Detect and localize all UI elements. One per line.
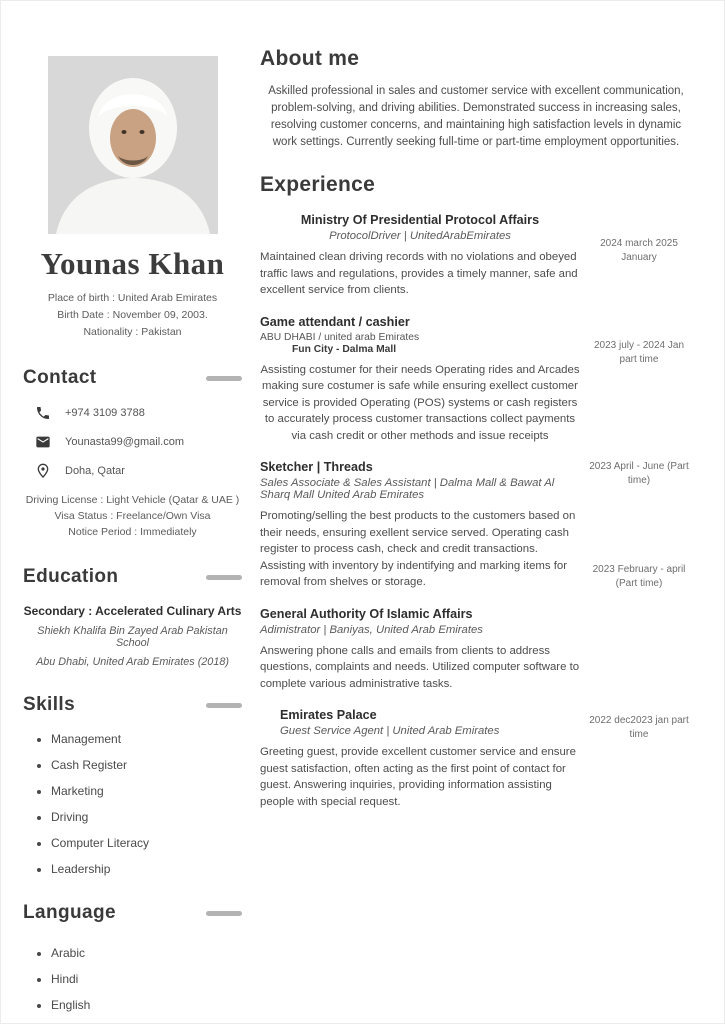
birth-date: Birth Date : November 09, 2003.: [57, 309, 208, 321]
notice-period: Notice Period : Immediately: [68, 526, 197, 538]
job-description: Promoting/selling the best products to the customers based on their needs, ensuring exellent service served. Operating cash register to process cash, check and credit transactions. Assisting with inventory by indentifying and marking items for removal from shelves or storage.: [260, 510, 576, 588]
job-description: Assisting costumer for their needs Operating rides and Arcades making sure costumer is safe while ensuring exellect customer service is provided Operating (POS) systems or cash registers to accurately process customer transactions collect payments via cash credit or other methods and issue receipts: [260, 363, 580, 442]
job-date: 2023 April - June (Part time): [589, 461, 689, 486]
language-list: [23, 946, 242, 1012]
phone-icon: [35, 405, 51, 421]
job-details: [260, 213, 580, 299]
job-role: Sales Associate & Sales Assistant | Dalma Mall & Bawat Al Sharq Mall United Arab Emirates: [260, 477, 555, 501]
job-description: Greeting guest, provide excellent customer service and ensure guest satisfaction, often acting as the first point of contact for guest. Answering inquiries, providing information assisting people with special request.: [260, 746, 576, 808]
skill-item: • Driving: [51, 810, 242, 824]
language-item: • Hindi: [51, 972, 242, 986]
candidate-name: Younas Khan: [40, 246, 225, 281]
job-title: Ministry Of Presidential Protocol Affairs: [300, 213, 540, 227]
job-role: Guest Service Agent | United Arab Emirates: [280, 725, 500, 737]
skill-item: • Leadership: [51, 862, 242, 876]
contact-location-row: [35, 463, 242, 479]
place-of-birth: Place of birth : United Arab Emirates: [47, 292, 218, 304]
visa-status: Visa Status : Freelance/Own Visa: [54, 510, 211, 522]
job-date: 2022 dec2023 jan part time: [589, 715, 689, 740]
education-location-year: Abu Dhabi, United Arab Emirates (2018): [36, 656, 229, 668]
section-accent-bar: [206, 911, 242, 916]
job-date-column: [580, 460, 692, 591]
about-me-heading: About me: [260, 47, 360, 70]
location-pin-icon: [35, 463, 51, 479]
contact-section-header: [23, 367, 242, 389]
job-title: Emirates Palace: [280, 708, 377, 722]
education-program: Secondary : Accelerated Culinary Arts: [23, 604, 242, 618]
job-date: [580, 607, 692, 693]
job-title: General Authority Of Islamic Affairs: [260, 606, 473, 621]
section-accent-bar: [206, 703, 242, 708]
skills-heading: Skills: [23, 694, 76, 715]
contact-heading: Contact: [23, 367, 97, 388]
job-details: [260, 315, 580, 445]
education-heading: Education: [23, 566, 119, 587]
mail-icon: [35, 434, 51, 450]
phone-number: +974 3109 3788: [65, 407, 145, 419]
profile-photo: [48, 56, 218, 234]
job-date: 2023 july - 2024 Jan part time: [593, 339, 685, 365]
job-details: [260, 460, 580, 591]
contact-list: [23, 405, 242, 479]
section-accent-bar: [206, 575, 242, 580]
profile-photo-illustration: [48, 56, 218, 234]
contact-phone-row: [35, 405, 242, 421]
job-date-secondary: 2023 February - april (Part time): [592, 563, 686, 589]
contact-notes: [23, 492, 242, 540]
personal-details: [23, 290, 242, 341]
location-text: Doha, Qatar: [65, 465, 125, 477]
main-content: [256, 1, 724, 1023]
skills-section-header: [23, 694, 242, 716]
nationality: Nationality : Pakistan: [83, 326, 182, 338]
job-role: Adimistrator | Baniyas, United Arab Emirates: [260, 623, 483, 636]
job-description: Answering phone calls and emails from clients to address questions, complaints and needs. Utilized computer software to complete various administrative tasks.: [260, 644, 580, 690]
language-item: • Arabic: [51, 946, 242, 960]
section-accent-bar: [206, 376, 242, 381]
experience-job: [260, 460, 692, 591]
language-heading: Language: [23, 902, 116, 923]
education-section-header: [23, 566, 242, 588]
skill-item: • Computer Literacy: [51, 836, 242, 850]
contact-email-row: [35, 434, 242, 450]
language-section-header: [23, 902, 242, 924]
left-sidebar: [1, 1, 256, 1023]
job-role: ABU DHABI / united arab Emirates: [260, 331, 420, 343]
job-date: 2024 march 2025 January: [600, 238, 678, 263]
experience-job: [260, 213, 692, 299]
job-description: Maintained clean driving records with no violations and obeyed traffic laws and regulations, provides a timely manner, safe and excellent service from clients.: [260, 251, 578, 296]
experience-heading: Experience: [260, 173, 376, 196]
skill-item: • Cash Register: [51, 758, 242, 772]
job-title: Sketcher | Threads: [260, 460, 373, 474]
experience-job: [260, 607, 692, 693]
skills-list: [23, 732, 242, 876]
experience-job: [260, 708, 692, 810]
skill-item: • Management: [51, 732, 242, 746]
job-details: [260, 607, 580, 693]
job-role: ProtocolDriver | UnitedArabEmirates: [329, 230, 511, 242]
language-item: • English: [51, 998, 242, 1012]
email-address: Younasta99@gmail.com: [65, 436, 184, 448]
about-me-text: Askilled professional in sales and customer service with excellent communication, problem-solving, and driving abilities. Demonstrated success in increasing sales, resolving customer concerns, and maintaining high satisfaction levels in dynamic work settings. Currently seeking full-time or part-time employment opportunities.: [268, 85, 684, 148]
skill-item: • Marketing: [51, 784, 242, 798]
education-school: Shiekh Khalifa Bin Zayed Arab Pakistan School: [37, 625, 228, 649]
job-employer: Fun City - Dalma Mall: [292, 343, 397, 355]
driving-license: Driving License : Light Vehicle (Qatar & UAE ): [25, 494, 240, 506]
experience-job: [260, 315, 692, 445]
job-title: Game attendant / cashier: [260, 314, 410, 329]
job-details: [260, 708, 580, 810]
